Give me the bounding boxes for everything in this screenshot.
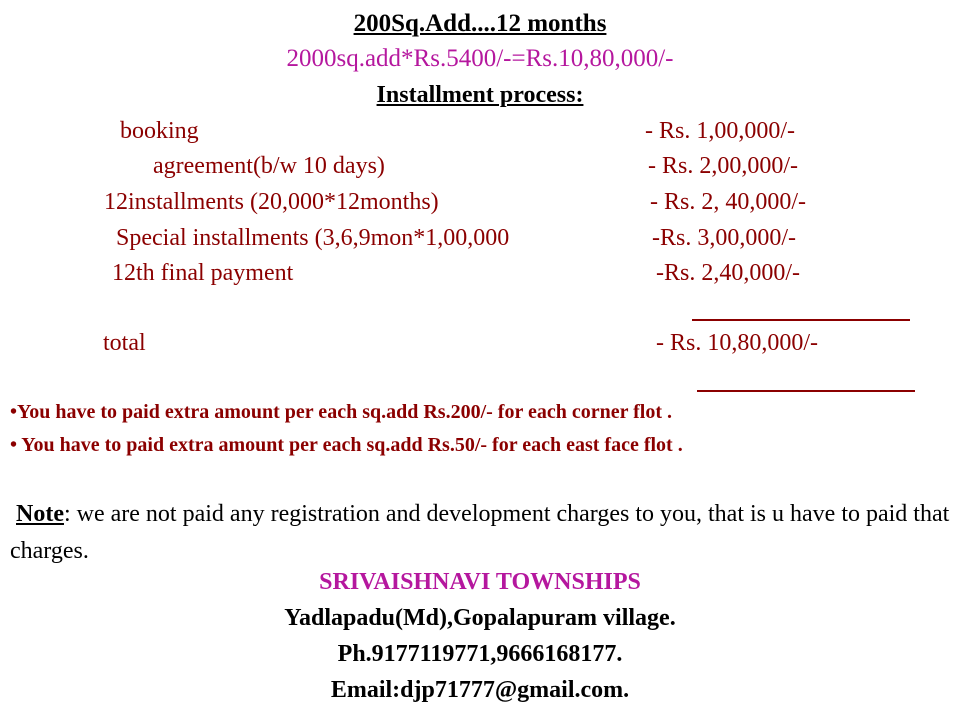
installment-amount: - Rs. 2,00,000/- (648, 153, 798, 179)
installment-label: booking (120, 118, 199, 144)
installment-amount: - Rs. 2, 40,000/- (650, 189, 806, 215)
note-paragraph (10, 496, 950, 570)
installment-label: Special installments (3,6,9mon*1,00,000 (116, 225, 510, 251)
total-rule-top (692, 319, 910, 321)
total-amount: - Rs. 10,80,000/- (656, 330, 818, 356)
installment-amount: - Rs. 1,00,000/- (645, 118, 795, 144)
company-address: Yadlapadu(Md),Gopalapuram village. (284, 605, 676, 631)
installment-label: agreement(b/w 10 days) (153, 153, 385, 179)
installment-amount: -Rs. 2,40,000/- (656, 260, 800, 286)
company-phone: Ph.9177119771,9666168177. (337, 641, 623, 667)
title: 200Sq.Add....12 months (353, 10, 607, 37)
total-label: total (103, 330, 146, 356)
installment-amount: -Rs. 3,00,000/- (652, 225, 796, 251)
company-email: Email:djp71777@gmail.com. (330, 677, 630, 703)
note-label: Note (16, 501, 64, 527)
price-calculation: 2000sq.add*Rs.5400/-=Rs.10,80,000/- (286, 45, 674, 72)
installment-label: 12th final payment (112, 260, 294, 286)
bullet-corner-flot: •You have to paid extra amount per each sq.add Rs.200/- for each corner flot . (10, 401, 672, 423)
company-name: SRIVAISHNAVI TOWNSHIPS (319, 569, 641, 595)
note-text: : we are not paid any registration and development charges to you, that is u have to paid that charges. (10, 501, 950, 564)
installment-heading: Installment process: (376, 82, 584, 108)
bullet-east-face-flot: • You have to paid extra amount per each sq.add Rs.50/- for each east face flot . (10, 434, 683, 456)
installment-label: 12installments (20,000*12months) (104, 189, 439, 215)
total-rule-bottom (697, 390, 915, 392)
